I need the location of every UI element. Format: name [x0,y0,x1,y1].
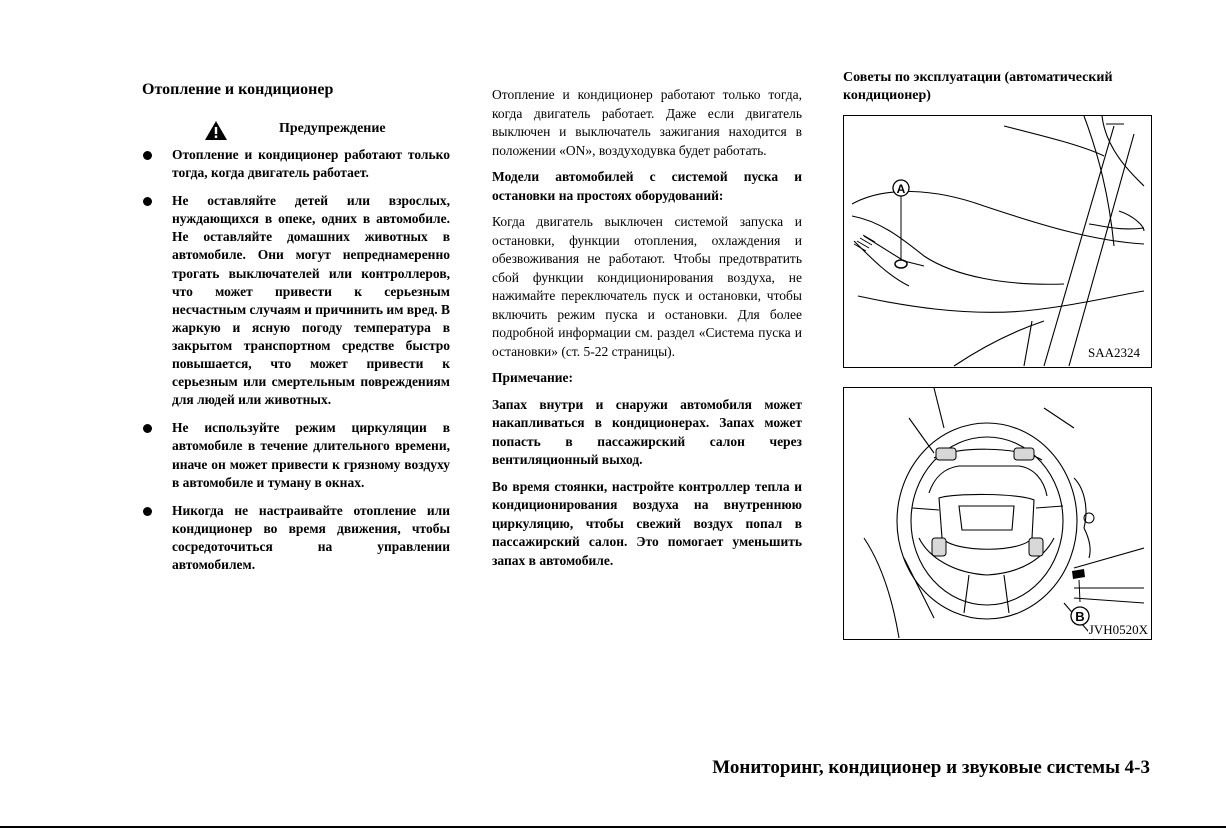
bullet-icon [143,424,152,433]
list-item [142,502,450,574]
page-footer: Мониторинг, кондиционер и звуковые системы 4-3 [712,757,1150,778]
section-title: Отопление и кондиционер [142,81,334,98]
dashboard-illustration [844,116,1151,367]
right-column [843,69,1153,105]
steering-wheel-illustration [844,388,1151,639]
figure-code: JVH0520X [1088,622,1148,637]
note-label: Примечание: [492,370,574,385]
figure-dashboard-sensor [843,115,1152,368]
bottom-divider [0,826,1226,828]
figure-steering-wheel [843,387,1152,640]
warning-triangle-icon [204,120,228,141]
list-item [142,146,450,182]
paragraph-start-stop: Когда двигатель выключен системой запуска и остановки, функции отопления, охлаждения и обезвоживания не работают. Чтобы предотвратить сбой функции кондиционирования воздуха, не нажимайте переключатель пуск и остановки, чтобы включить режим пуска и остановки. Для более подробной информации см. раздел «Система пуска и остановки» (ст. 5-22 страницы). [492,214,802,359]
bullet-text: Не оставляйте детей или взрослых, нуждающихся в опеке, одних в автомобиле. Не оставляйте домашних животных в автомобиле. Они могут непреднамеренно трогать выключателей или контроллеров, что может привести к серьезным несчастным случаям и причинить им вред. В жаркую и ясную погоду температура в закрытом транспортном средстве быстро повышается, что может привести к серьезным или смертельным повреждениям для людей или животных. [172,193,450,408]
note-paragraph-2: Во время стоянки, настройте контроллер тепла и кондиционирования воздуха на внутреннюю циркуляцию, чтобы свежий воздух попал в пассажирский салон. Это помогает уменьшить запах в автомобиле. [492,478,802,568]
callout-b-label: B [1075,609,1085,624]
paragraph-intro: Отопление и кондиционер работают только тогда, когда двигатель работает. Даже если двигатель выключен и выключатель зажигания находится в положении «ON», воздуходувка будет работать. [492,87,802,158]
list-item [142,419,450,491]
warning-title: Предупреждение [279,121,386,136]
callout-a-label: A [896,182,906,196]
bullet-text: Отопление и кондиционер работают только тогда, когда двигатель работает. [172,147,450,181]
bullet-icon [143,507,152,516]
models-heading: Модели автомобилей с системой пуска и остановки на простоях оборудований: [492,169,802,203]
bullet-icon [143,151,152,160]
warning-header [142,118,450,142]
list-item [142,192,450,409]
warning-list [142,146,450,574]
bullet-icon [143,197,152,206]
figure-code: SAA2324 [1087,345,1140,360]
middle-column [492,86,802,578]
bullet-text: Никогда не настраивайте отопление или кондиционер во время движения, чтобы сосредоточиться на управлении автомобилем. [172,502,450,572]
left-column [142,80,450,584]
bullet-text: Не используйте режим циркуляции в автомобиле в течение длительного времени, иначе он может привести к грязному воздуху в автомобиле и туману в окнах. [172,420,450,490]
tips-title: Советы по эксплуатации (автоматический кондиционер) [843,70,1113,103]
note-paragraph-1: Запах внутри и снаружи автомобиля может накапливаться в кондиционерах. Запах может попасть в пассажирский салон через вентиляционный выход. [492,396,802,467]
